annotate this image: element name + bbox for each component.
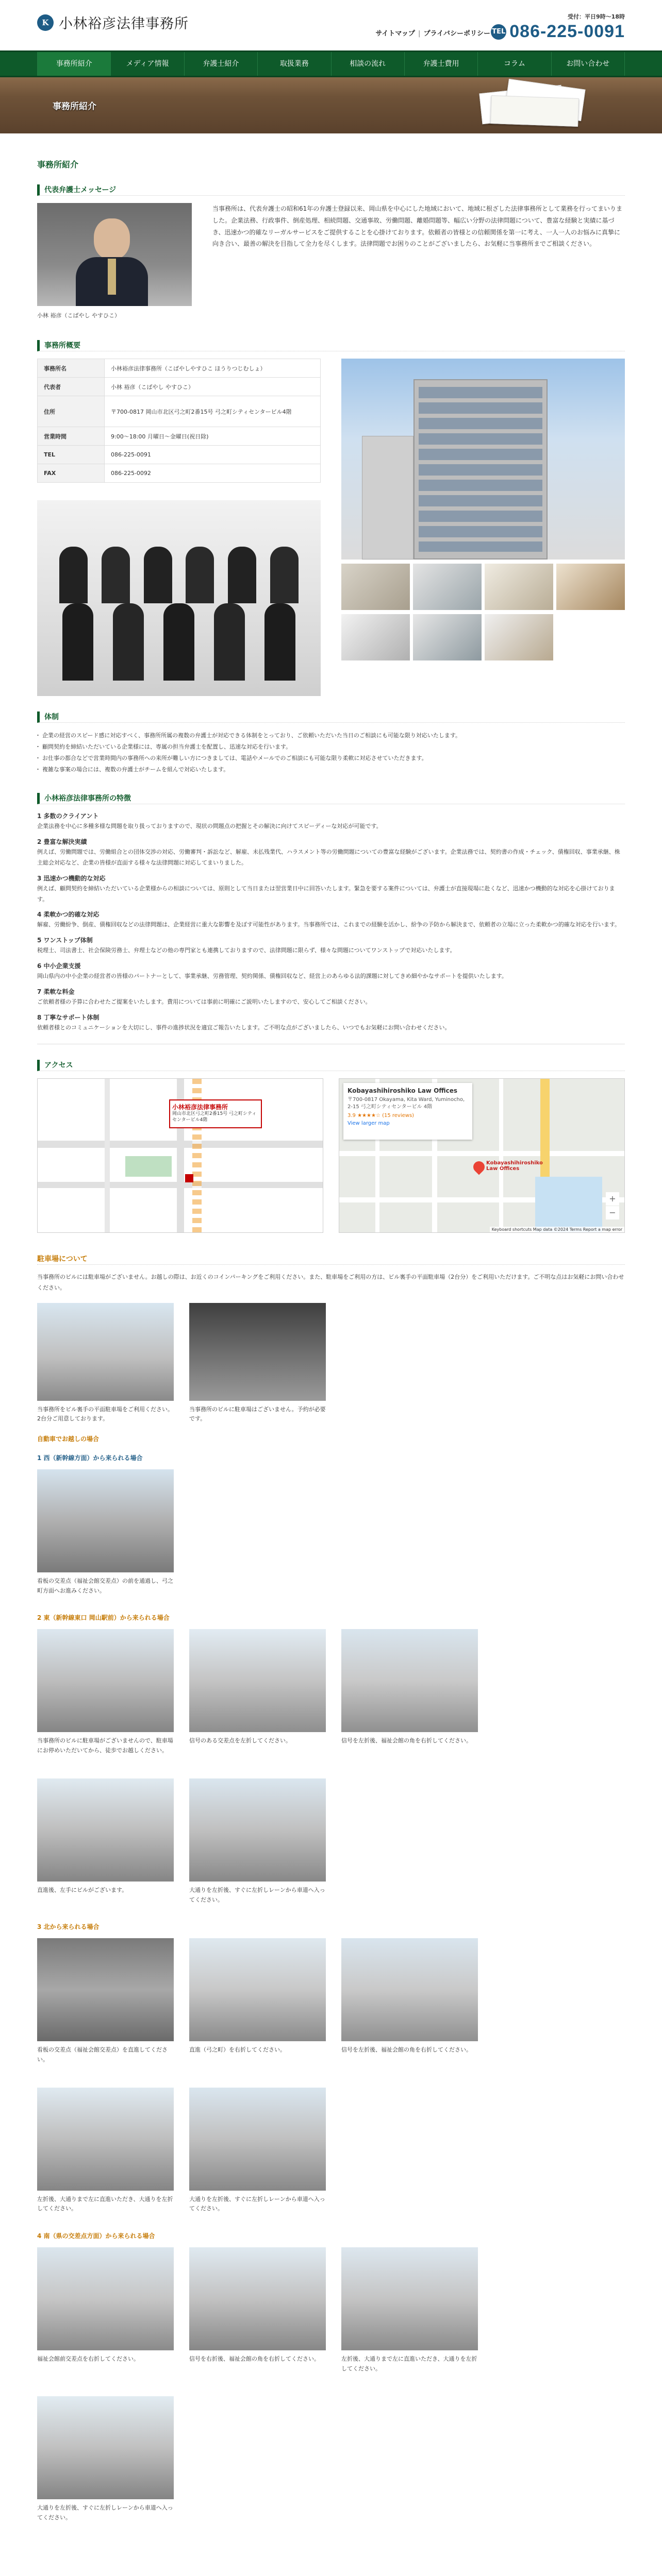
message-text: 当事務所は、代表弁護士の昭和61年の弁護士登録以来、岡山県を中心にした地域において、地域に根ざした法律事務所として業務を行ってまいりました。企業法務、行政事件、倒産処理、相続問題、交通事故、労働問題、離婚問題等、幅広い分野の法律問題について、豊富な経験と実績に基づき、迅速かつ的確なリーガルサービスをご提供することを心掛けております。依頼者の皆様との信頼関係を第一に考え、一人一人のお悩みに真摯に向き合い、最善の解決を目指して全力を尽くします。法律問題でお困りのことがございましたら、お気軽に当事務所までご相談ください。	[212, 205, 623, 248]
feature-title: 7 柔軟な料金	[37, 988, 75, 996]
row-label: 営業時間	[38, 427, 105, 446]
feature-item	[37, 987, 625, 1008]
route-group	[37, 1938, 625, 2221]
parking-photo-item	[189, 1303, 326, 1424]
site-header	[0, 0, 662, 50]
route-step	[37, 2396, 174, 2522]
row-value: 9:00～18:00 月曜日～金曜日(祝日除)	[105, 427, 321, 446]
row-label: 事務所名	[38, 359, 105, 378]
illustrated-map	[37, 1078, 323, 1233]
gmap-rating: 3.9 ★★★★☆ (15 reviews)	[347, 1112, 415, 1118]
parking-photo	[37, 1303, 174, 1401]
phone-icon: TEL	[491, 24, 506, 40]
office-photo	[341, 614, 410, 660]
route-caption: 左折後、大通りまで左に直進いただき、大通りを左折してください。	[37, 2195, 173, 2212]
route-group-title: 1 西（新幹線方面）から来られる場合	[37, 1454, 143, 1462]
table-row	[38, 378, 321, 396]
route-caption: 直進後、左手にビルがございます。	[37, 1886, 128, 1893]
header-tel	[491, 12, 625, 42]
site-name: 小林裕彦法律事務所	[59, 16, 189, 32]
route-photo	[341, 1629, 478, 1732]
map-office-address: 岡山市北区弓之町2番15号 弓之町シティセンタービル4階	[172, 1111, 257, 1123]
overview-section	[37, 359, 625, 696]
overview-table	[37, 359, 321, 483]
parking-photo-item	[37, 1303, 174, 1424]
feature-title: 6 中小企業支援	[37, 962, 81, 970]
parking-photo	[189, 1303, 326, 1401]
access-maps	[37, 1078, 625, 1233]
feature-text: 解雇、労働紛争、倒産、債権回収などの法律問題は、企業経営に重大な影響を及ぼす可能性があります。当事務所では、これまでの経験を活かし、紛争の予防から解決まで、依頼者の立場に立った柔軟かつ的確な対応を行います。	[37, 921, 621, 928]
route-photo	[189, 2088, 326, 2191]
gmap-footer: Keyboard shortcuts Map data ©2024 Terms Report a map error	[490, 1227, 624, 1232]
page-title: 事務所紹介	[37, 160, 79, 170]
feature-text: 例えば、顧問契約を締結いただいている企業様からの相談については、原則として当日または翌営業日中に回答いたします。緊急を要する案件については、弁護士が直接現場に赴くなど、迅速かつ機動的な対応を心掛けております。	[37, 885, 615, 903]
route-caption: 左折後、大通りまで左に直進いただき、大通りを左折してください。	[341, 2355, 477, 2372]
main-content	[0, 133, 662, 2530]
route-photo	[341, 2247, 478, 2350]
route-photo	[37, 2396, 174, 2499]
route-caption: 大通りを左折後、すぐに左折しレーンから車道へ入ってください。	[189, 1886, 325, 1903]
office-photo	[413, 564, 482, 610]
route-caption: 大通りを左折後、すぐに左折しレーンから車道へ入ってください。	[189, 2195, 325, 2212]
feature-title: 1 多数のクライアント	[37, 812, 99, 820]
table-row	[38, 446, 321, 464]
parking-photos	[37, 1303, 625, 1424]
list-item: ・ お仕事の都合などで営業時間内の事務所への来所が難しい方につきましては、電話やメールでのご相談にも可能な限り柔軟に対応させていただきます。	[37, 753, 625, 764]
route-photo	[37, 1629, 174, 1732]
feature-item	[37, 1013, 625, 1033]
hero-title: 事務所紹介	[53, 101, 96, 112]
representative-caption: 小林 裕彦（こばやし やすひこ）	[37, 312, 120, 319]
gmap-place-title: Kobayashihiroshiko Law Offices	[347, 1087, 458, 1094]
tel-hours: 受付：平日9時～18時	[568, 13, 625, 20]
global-nav	[0, 50, 662, 77]
route-step	[37, 1778, 174, 1905]
route-step	[189, 1629, 326, 1755]
route-photo	[37, 1778, 174, 1882]
route-caption: 看板の交差点（福祉会館交差点）を直進してください。	[37, 2046, 168, 2063]
tel-number[interactable]: 086-225-0091	[509, 22, 625, 41]
route-step	[37, 1469, 174, 1596]
route-step	[341, 1629, 478, 1755]
route-group	[37, 2247, 625, 2530]
route-step	[37, 2247, 174, 2374]
nav-item-about[interactable]: 事務所紹介	[37, 52, 110, 76]
header-links: サイトマップ | プライバシーポリシー	[372, 28, 493, 38]
office-photo	[485, 564, 553, 610]
row-label: FAX	[38, 464, 105, 483]
staff-group-photo	[37, 500, 321, 696]
parking-heading: 駐車場について	[37, 1253, 625, 1265]
gmap-pin-label: Kobayashihiroshiko Law Offices	[486, 1160, 543, 1172]
route-caption: 看板の交差点（福祉会館交差点）の前を通過し、弓之町方面へお進みください。	[37, 1578, 173, 1594]
row-value: 小林裕彦法律事務所（こばやしやすひこ ほうりつじむしょ）	[105, 359, 321, 378]
map-pin-icon	[471, 1159, 487, 1175]
feature-text: 岡山県内の中小企業の経営者の皆様のパートナーとして、事業承継、労務管理、契約関係、債権回収など、経営上のあらゆる法的課題に対してきめ細やかなサポートを提供いたします。	[37, 973, 507, 980]
row-label: TEL	[38, 446, 105, 464]
gmap-larger-link[interactable]: View larger map	[347, 1120, 390, 1126]
nav-item-flow[interactable]: 相談の流れ	[331, 52, 404, 76]
parking-caption: 当事務所をビル裏手の平面駐車場をご利用ください。2台分ご用意しております。	[37, 1405, 173, 1422]
route-photo	[37, 2088, 174, 2191]
sitemap-link[interactable]: サイトマップ	[375, 30, 415, 38]
route-caption: 信号を右折後、福祉会館の角を右折してください。	[189, 2355, 320, 2362]
nav-item-contact[interactable]: お問い合わせ	[551, 52, 625, 76]
map-office-label: 小林裕彦法律事務所	[172, 1103, 228, 1111]
route-photo	[189, 1629, 326, 1732]
route-photo	[189, 1938, 326, 2041]
gmap-place-address: 〒700-0817 Okayama, Kita Ward, Yuminocho, 2-15 弓之町シティセンタービル 4階	[347, 1096, 465, 1110]
list-item: ・ 企業の経営のスピード感に対応すべく、事務所所属の複数の弁護士が対応できる体制をとっており、ご依頼いただいた当日のご相談にも可能な限り対応いたします。	[37, 730, 625, 741]
route-caption: 信号を左折後、福祉会館の角を右折してください。	[341, 2046, 472, 2054]
route-group-title: 2 東（新幹線東口 岡山駅前）から来られる場合	[37, 1614, 170, 1622]
access-heading: アクセス	[37, 1060, 625, 1071]
route-step	[37, 1938, 174, 2064]
feature-title: 5 ワンストップ体制	[37, 937, 93, 944]
route-photo	[37, 2247, 174, 2350]
route-step	[37, 2088, 174, 2214]
feature-title: 4 柔軟かつ的確な対応	[37, 911, 100, 919]
system-heading: 体制	[37, 711, 625, 723]
feature-item	[37, 936, 625, 956]
route-group	[37, 1629, 625, 1912]
system-list	[37, 730, 625, 775]
route-group	[37, 1469, 625, 1603]
office-photo	[556, 564, 625, 610]
features-list	[37, 811, 625, 1044]
building-photo	[341, 359, 625, 560]
route-step	[189, 2247, 326, 2374]
row-value: 086-225-0092	[105, 464, 321, 483]
nav-item-lawyers[interactable]: 弁護士紹介	[184, 52, 257, 76]
message-heading: 代表弁護士メッセージ	[37, 184, 625, 196]
logo-mark-icon: K	[37, 14, 54, 31]
table-row	[38, 427, 321, 446]
route-photo	[37, 1938, 174, 2041]
feature-text: 依頼者様とのコミュニケーションを大切にし、事件の進捗状況を適宜ご報告いたします。ご不明な点がございましたら、いつでもお気軽にお問い合わせください。	[37, 1024, 451, 1031]
route-caption: 大通りを左折後、すぐに左折しレーンから車道へ入ってください。	[37, 2504, 173, 2521]
route-caption: 信号のある交差点を左折してください。	[189, 1737, 291, 1744]
google-map[interactable]	[339, 1078, 625, 1233]
route-step	[37, 1629, 174, 1755]
nav-item-column[interactable]: コラム	[477, 52, 551, 76]
route-photo	[189, 2247, 326, 2350]
route-step	[189, 1938, 326, 2064]
office-photo	[485, 614, 553, 660]
row-value: 〒700-0817 岡山市北区弓之町2番15号 弓之町シティセンタービル4階	[105, 396, 321, 427]
features-heading: 小林裕彦法律事務所の特徴	[37, 793, 625, 804]
nav-item-services[interactable]: 取扱業務	[257, 52, 330, 76]
route-photo	[189, 1778, 326, 1882]
office-photo	[413, 614, 482, 660]
row-label: 代表者	[38, 378, 105, 396]
overview-heading: 事務所概要	[37, 340, 625, 351]
message-section	[37, 203, 625, 319]
feature-item	[37, 811, 625, 832]
route-step	[341, 1938, 478, 2064]
parking-caption: 当事務所のビルに駐車場はございません。予約が必要です。	[189, 1405, 326, 1422]
feature-item	[37, 874, 625, 905]
route-group-title: 4 南（県の交差点方面）から来られる場合	[37, 2232, 155, 2240]
parking-text: 当事務所のビルには駐車場がございません。お越しの際は、お近くのコインパーキングをご利用ください。また、駐車場をご利用の方は、ビル裏手の平面駐車場（2台分）をご利用いただけます。ご不明な点はお気軽にお問い合わせください。	[37, 1273, 624, 1291]
row-label: 住所	[38, 396, 105, 427]
representative-photo	[37, 203, 192, 306]
office-pin-icon	[185, 1174, 193, 1182]
feature-text: ご依頼者様の予算に合わせたご提案をいたします。費用については事前に明確にご説明いたしますので、安心してご相談ください。	[37, 998, 371, 1006]
list-item: ・ 複雑な事案の場合には、複数の弁護士がチームを組んで対応いたします。	[37, 764, 625, 775]
site-logo[interactable]	[37, 12, 189, 32]
table-row	[38, 396, 321, 427]
route-step	[341, 2247, 478, 2374]
office-photo	[341, 564, 410, 610]
feature-item	[37, 837, 625, 869]
hero-banner	[0, 77, 662, 133]
route-photo	[37, 1469, 174, 1572]
zoom-in-button[interactable]: +	[606, 1192, 619, 1206]
route-caption: 当事務所のビルに駐車場がございませんので、駐車場にお停めいただいてから、徒歩でお越しください。	[37, 1737, 173, 1754]
hero-documents-image	[460, 81, 594, 128]
feature-title: 3 迅速かつ機動的な対応	[37, 874, 106, 882]
feature-text: 税理士、司法書士、社会保険労務士、弁理士などの他の専門家とも連携しておりますので、法律問題に限らず、様々な問題についてワンストップで対応いたします。	[37, 947, 456, 954]
route-caption: 福祉会館前交差点を右折してください。	[37, 2355, 139, 2362]
route-step	[189, 2088, 326, 2214]
feature-title: 8 丁寧なサポート体制	[37, 1014, 100, 1022]
feature-item	[37, 961, 625, 982]
table-row	[38, 464, 321, 483]
feature-text: 企業法務を中心に多種多様な問題を取り扱っておりますので、現状の問題点の把握とその解決に向けてスピーディーな対応が可能です。	[37, 823, 382, 829]
nav-item-fees[interactable]: 弁護士費用	[404, 52, 477, 76]
zoom-out-button[interactable]: −	[606, 1206, 619, 1219]
route-group-title: 3 北から来られる場合	[37, 1923, 100, 1931]
feature-text: 例えば、労働問題では、労働組合との団体交渉の対応、労働審判・訴訟など、解雇、未払残業代、ハラスメント等の労働問題についての豊富な経験がございます。企業法務では、契約書の作成・チェック、債権回収、事業承継、株主総会対応など、企業の皆様が直面する様々な法律問題に対応してまいりました。	[37, 848, 620, 866]
feature-item	[37, 910, 625, 930]
route-caption: 直進（弓之町）を右折してください。	[189, 2046, 286, 2054]
list-item: ・ 顧問契約を締結いただいている企業様には、専属の担当弁護士を配置し、迅速な対応を行います。	[37, 741, 625, 753]
route-photo	[341, 1938, 478, 2041]
feature-title: 2 豊富な解決実績	[37, 838, 87, 845]
row-value: 086-225-0091	[105, 446, 321, 464]
table-row	[38, 359, 321, 378]
route-step	[189, 1778, 326, 1905]
routes-heading: 自動車でお越しの場合	[37, 1435, 100, 1443]
privacy-link[interactable]: プライバシーポリシー	[423, 30, 490, 38]
row-value: 小林 裕彦（こばやし やすひこ）	[105, 378, 321, 396]
nav-item-media[interactable]: メディア情報	[110, 52, 184, 76]
route-caption: 信号を左折後、福祉会館の角を右折してください。	[341, 1737, 472, 1744]
